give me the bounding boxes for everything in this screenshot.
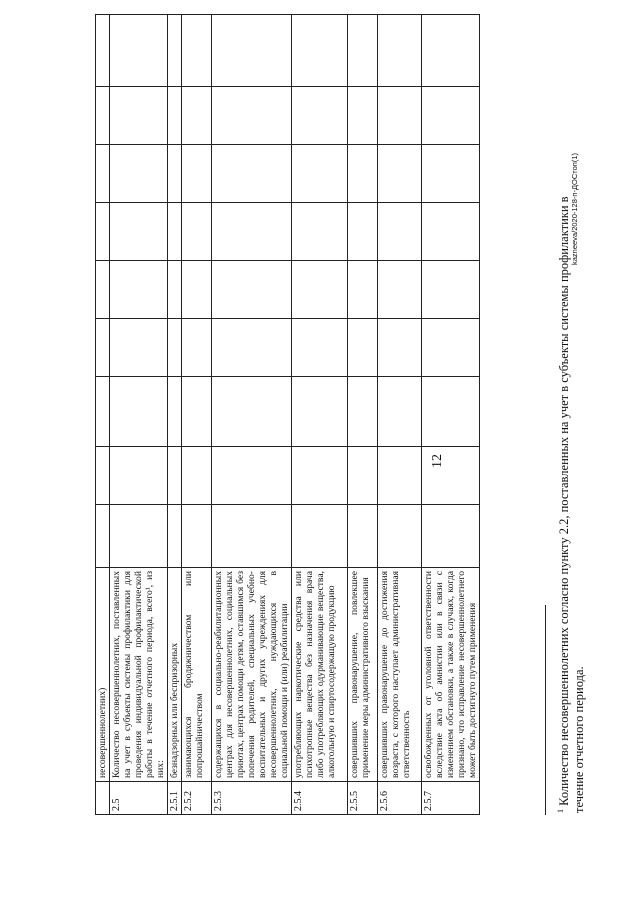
empty-cell (212, 203, 292, 261)
empty-cell (292, 203, 348, 261)
row-description: безнадзорных или беспризорных (168, 568, 182, 782)
statistics-table (95, 14, 480, 815)
empty-cell (96, 447, 110, 505)
table-row (110, 15, 168, 815)
empty-cell (378, 87, 422, 145)
empty-cell (378, 377, 422, 447)
empty-cell (348, 377, 378, 447)
row-description: содержащихся в социально-реабилитационных центрах для несовершеннолетних, социальных приютах, центрах помощи детям, оставшимся без попечения родителей, специальных учебно-воспитательных и других учреждениях для несовершеннолетних, нуждающихся в социальной помощи и (или) реабилитации (212, 568, 292, 782)
empty-cell (292, 15, 348, 87)
empty-cell (292, 261, 348, 319)
empty-cell (96, 377, 110, 447)
row-description: освобожденных от уголовной ответственности вследствие акта об амнистии или в связи с изменением обстановки, а также в случаях, когда признано, что исправление несовершеннолетнего может быть достигнуто путем применения (422, 568, 480, 782)
table-row (422, 15, 480, 815)
empty-cell (422, 505, 480, 568)
empty-cell (168, 505, 182, 568)
empty-cell (348, 319, 378, 377)
empty-cell (110, 447, 168, 505)
empty-cell (182, 377, 212, 447)
empty-cell (422, 319, 480, 377)
row-number: 2.5.7 (422, 782, 480, 815)
empty-cell (110, 87, 168, 145)
empty-cell (348, 505, 378, 568)
empty-cell (378, 203, 422, 261)
empty-cell (168, 447, 182, 505)
footnote-separator (545, 605, 546, 815)
page-number: 12 (430, 454, 445, 468)
empty-cell (212, 87, 292, 145)
empty-cell (110, 319, 168, 377)
empty-cell (96, 261, 110, 319)
empty-cell (182, 319, 212, 377)
empty-cell (292, 87, 348, 145)
empty-cell (422, 87, 480, 145)
empty-cell (212, 15, 292, 87)
empty-cell (378, 261, 422, 319)
table-row (182, 15, 212, 815)
empty-cell (292, 447, 348, 505)
empty-cell (422, 377, 480, 447)
row-number: 2.5.1 (168, 782, 182, 815)
empty-cell (110, 505, 168, 568)
row-number: 2.5.5 (348, 782, 378, 815)
empty-cell (212, 319, 292, 377)
empty-cell (348, 87, 378, 145)
empty-cell (212, 377, 292, 447)
empty-cell (292, 505, 348, 568)
empty-cell (182, 505, 212, 568)
empty-cell (182, 261, 212, 319)
empty-cell (96, 15, 110, 87)
empty-cell (110, 203, 168, 261)
empty-cell (96, 203, 110, 261)
empty-cell (168, 15, 182, 87)
empty-cell (378, 145, 422, 203)
row-number: 2.5.4 (292, 782, 348, 815)
empty-cell (212, 261, 292, 319)
row-description: занимающихся бродяжничеством или попрошайничеством (182, 568, 212, 782)
table-row (292, 15, 348, 815)
row-number: 2.5 (110, 782, 168, 815)
empty-cell (182, 447, 212, 505)
empty-cell (168, 377, 182, 447)
empty-cell (182, 87, 212, 145)
empty-cell (378, 319, 422, 377)
footnote-text: Количество несовершеннолетних согласно пункту 2.2, поставленных на учет в субъекты системы профилактики в течение отчетного периода. (557, 196, 587, 813)
empty-cell (292, 319, 348, 377)
empty-cell (212, 505, 292, 568)
empty-cell (110, 377, 168, 447)
table-row (212, 15, 292, 815)
empty-cell (212, 447, 292, 505)
footnote-marker: 1 (556, 809, 565, 813)
empty-cell (96, 87, 110, 145)
empty-cell (422, 145, 480, 203)
empty-cell (378, 505, 422, 568)
empty-cell (378, 447, 422, 505)
empty-cell (348, 15, 378, 87)
row-number: 2.5.6 (378, 782, 422, 815)
empty-cell (292, 377, 348, 447)
empty-cell (168, 319, 182, 377)
empty-cell (110, 145, 168, 203)
document-code: kazneeva/2020-128-п-ДОСтоп(1) (570, 152, 579, 265)
empty-cell (168, 261, 182, 319)
empty-cell (348, 203, 378, 261)
empty-cell (96, 319, 110, 377)
empty-cell (182, 15, 212, 87)
empty-cell (168, 87, 182, 145)
row-description: Количество несовершеннолетних, поставленных на учет в субъекты системы профилактики для проведения индивидуальной профилактической работы в течение отчетного периода, всего¹, из них: (110, 568, 168, 782)
row-description: несовершеннолетних) (96, 568, 110, 782)
empty-cell (212, 145, 292, 203)
empty-cell (422, 261, 480, 319)
empty-cell (348, 261, 378, 319)
empty-cell (422, 203, 480, 261)
empty-cell (182, 203, 212, 261)
empty-cell (168, 145, 182, 203)
table-row (378, 15, 422, 815)
row-number: 2.5.3 (212, 782, 292, 815)
table-row (348, 15, 378, 815)
empty-cell (96, 505, 110, 568)
empty-cell (110, 15, 168, 87)
empty-cell (422, 447, 480, 505)
table-row (96, 15, 110, 815)
empty-cell (422, 15, 480, 87)
empty-cell (182, 145, 212, 203)
empty-cell (110, 261, 168, 319)
empty-cell (292, 145, 348, 203)
empty-cell (348, 447, 378, 505)
row-description: совершивших правонарушение, повлекшее применение меры административного взыскания (348, 568, 378, 782)
row-description: употребляющих наркотические средства или психотропные вещества без назначения врача либо употребляющих одурманивающие вещества, алкогольную и спиртосодержащую продукцию (292, 568, 348, 782)
empty-cell (348, 145, 378, 203)
empty-cell (378, 15, 422, 87)
row-number (96, 782, 110, 815)
empty-cell (96, 145, 110, 203)
empty-cell (168, 203, 182, 261)
table-row (168, 15, 182, 815)
row-description: совершивших правонарушение до достижения возраста, с которого наступает административная ответственность (378, 568, 422, 782)
row-number: 2.5.2 (182, 782, 212, 815)
